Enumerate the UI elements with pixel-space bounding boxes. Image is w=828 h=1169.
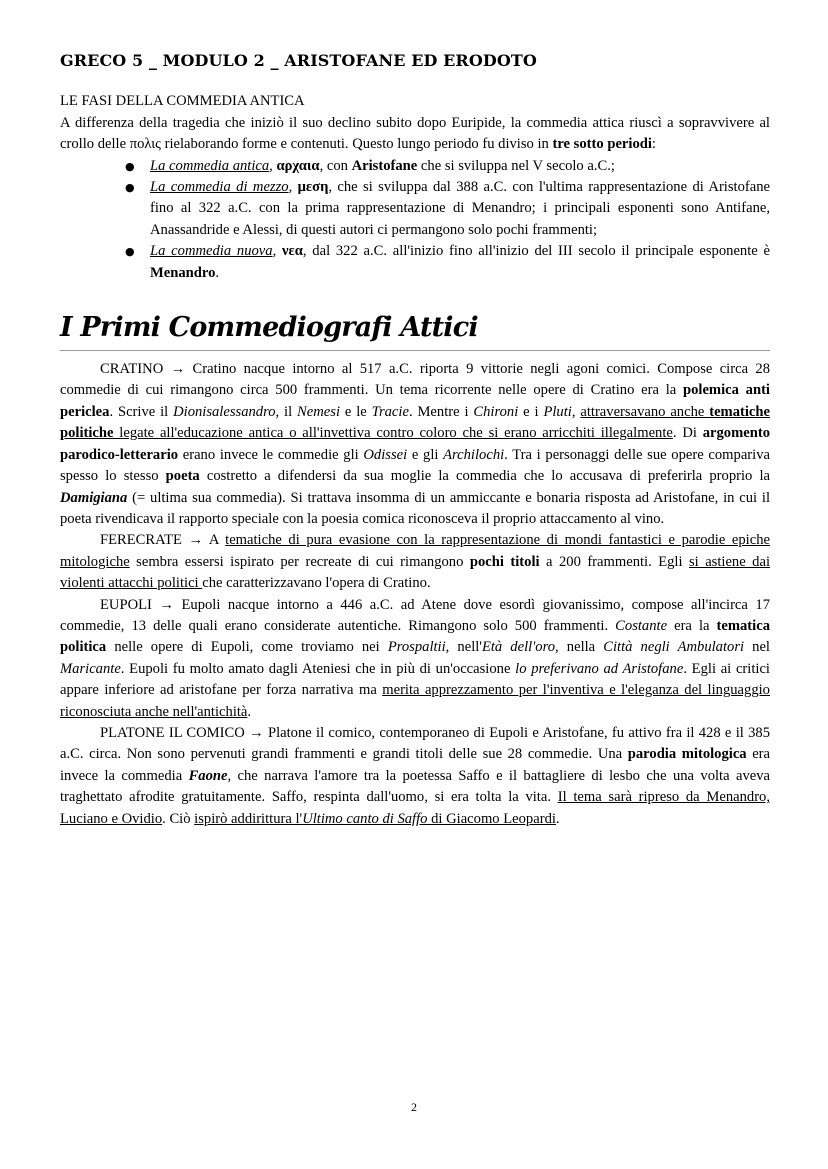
list-item: ● La commedia di mezzo, μεση, che si sviluppa dal 388 a.C. con l'ultima rappresentazione di Aristofane fino al 322 a.C. con la prima rappresentazione di Menandro; i principali esponenti sono Antifane, Anassandride e Alessi, di questi autori ci permangono solo pochi frammenti; [150,177,770,241]
list-item: ● La commedia antica, αρχαια, con Aristofane che si sviluppa nel V secolo a.C.; [150,156,770,177]
document-page [60,50,770,830]
ferecrate-paragraph: FERECRATE → A tematiche di pura evasione con la rappresentazione di mondi fantastici e parodie epiche mitologiche sembra essersi ispirato per recreate di cui rimangono pochi titoli a 200 frammenti. Egli si astiene dai violenti attacchi politici che caratterizzavano l'opera di Cratino. [60,532,770,592]
eupoli-paragraph: EUPOLI → Eupoli nacque intorno a 446 a.C. ad Atene dove esordì giovanissimo, compose all'incirca 17 commedie, 13 delle quali erano considerate autentiche. Rimangono solo 500 frammenti. Costante era la tematica politica nelle opere di Eupoli, come troviamo nei Prospaltii, nell'Età dell'oro, nella Città negli Ambulatori nel Maricante. Eupoli fu molto amato dagli Ateniesi che in più di un'occasione lo preferivano ad Aristofane. Egli ai critici appare inferiore ad aristofane per forza narrativa ma merita apprezzamento per l'inventiva e l'eleganza del linguaggio riconosciuta anche nell'antichità. [60,596,770,720]
list-item: ● La commedia nuova, νεα, dal 322 a.C. all'inizio fino all'inizio del III secolo il principale esponente è Menandro. [150,241,770,284]
section-heading: I Primi Commediografi Attici [60,310,770,351]
intro-paragraph: A differenza della tragedia che iniziò il suo declino subito dopo Euripide, la commedia attica riuscì a sopravvivere al crollo delle πολις rielaborando forme e contenuti. Questo lungo periodo fu diviso in tre sotto periodi: [60,114,770,153]
periods-list [60,156,770,284]
document-title: GRECO 5 _ MODULO 2 _ ARISTOFANE ED ERODOTO [60,51,537,70]
page-number: 2 [411,1100,417,1114]
cratino-paragraph: CRATINO → Cratino nacque intorno al 517 a.C. riporta 9 vittorie negli agoni comici. Compose circa 28 commedie di cui rimangono circa 500 frammenti. Un tema ricorrente nelle opere di Cratino era la polemica anti periclea. Scrive il Dionisalessandro, il Nemesi e le Tracie. Mentre i Chironi e i Pluti, attraversavano anche tematiche politiche legate all'educazione antica o all'invettiva contro coloro che si erano arricchiti illegalmente. Di argomento parodico-letterario erano invece le commedie gli Odissei e gli Archilochi. Tra i personaggi delle sue opere compariva spesso lo stesso poeta costretto a difendersi da sua moglie la commedia che lo accusava di preferirla proprio la Damigiana (= ultima sua commedia). Si trattava insomma di un ammiccante e bonaria risposta ad Aristofane, in cui il poeta rivendicava il rapporto speciale con la poesia comica riconosceva il proprio attaccamento al vino. [60,361,770,527]
platone-paragraph: PLATONE IL COMICO → Platone il comico, contemporaneo di Eupoli e Aristofane, fu attivo fra il 428 e il 385 a.C. circa. Non sono pervenuti grandi frammenti e grandi titoli delle sue 28 commedie. Una parodia mitologica era invece la commedia Faone, che narrava l'amore tra la poetessa Saffo e il battagliere di lesbo che una volta aveva traghettato afrodite gratuitamente. Saffo, respinta dall'uomo, si era tolta la vita. Il tema sarà ripreso da Menandro, Luciano e Ovidio. Ciò ispirò addirittura l'Ultimo canto di Saffo di Giacomo Leopardi. [60,724,771,827]
authors-section [60,359,770,830]
section-label: LE FASI DELLA COMMEDIA ANTICA [60,93,305,110]
